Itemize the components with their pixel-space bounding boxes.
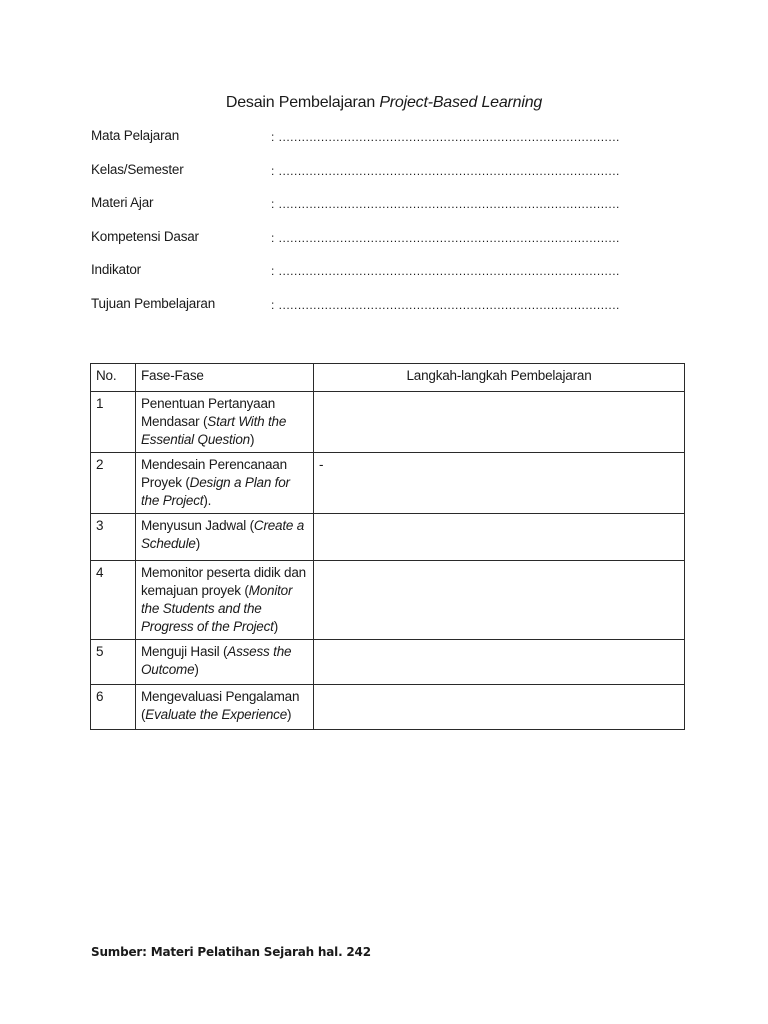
field-value: : ......................................................................................... [271,163,620,178]
field-label: Tujuan Pembelajaran [91,295,216,311]
field-label: Kompetensi Dasar [91,228,199,244]
header-langkah: Langkah-langkah Pembelajaran [314,364,685,392]
row-fase [136,561,314,640]
row-fase [136,685,314,730]
fase-text: Mengevaluasi Pengalaman ( [141,689,300,722]
title-italic: Project-Based Learning [379,94,543,111]
source-note: Sumber: Materi Pelatihan Sejarah hal. 242 [91,945,371,959]
field-value: : ......................................................................................... [271,297,620,312]
table-row [91,453,685,514]
field-label: Materi Ajar [91,195,154,210]
table-row [91,392,685,453]
field-label: Kelas/Semester [91,161,184,177]
row-no: 5 [91,640,136,685]
fase-text: Mendesain Perencanaan Proyek ( [141,457,287,490]
fase-italic: Create a Schedule [141,518,305,551]
row-no: 3 [91,514,136,561]
row-no: 1 [91,392,136,453]
row-langkah [314,514,685,561]
fase-text: Menguji Hasil ( [141,644,228,659]
field-row-mata-pelajaran [91,128,711,162]
field-row-materi-ajar [91,195,711,229]
fase-italic: Monitor the Students and the Progress of the Project [141,583,293,634]
row-fase [136,392,314,453]
row-no: 4 [91,561,136,640]
fase-italic: Assess the Outcome [141,644,292,677]
fase-text: Memonitor peserta didik dan kemajuan proyek ( [141,565,306,598]
field-value: : ......................................................................................... [271,230,620,245]
header-fase: Fase-Fase [136,364,314,392]
fase-text: Menyusun Jadwal ( [141,518,254,533]
field-value: : ......................................................................................... [271,197,620,211]
fase-end: ) [273,619,279,634]
row-fase [136,514,314,561]
row-langkah [314,640,685,685]
table-row [91,561,685,640]
row-langkah [314,561,685,640]
field-row-indikator [91,262,711,296]
row-no: 6 [91,685,136,730]
row-langkah [314,685,685,730]
row-fase [136,453,314,514]
fase-end: ) [194,662,199,677]
title-main: Desain Pembelajaran [225,94,380,111]
field-value: : ......................................................................................... [271,264,620,278]
form-fields [91,128,711,329]
fase-italic: Evaluate the Experience [145,707,288,722]
fase-italic: Design a Plan for the Project [141,475,290,508]
table-row [91,685,685,730]
table-header-row [91,364,685,392]
row-langkah [314,392,685,453]
fase-text: Penentuan Pertanyaan Mendasar ( [141,396,276,429]
document-title [0,94,768,112]
fase-end: ) [249,432,255,447]
field-label: Indikator [91,262,141,277]
field-row-kompetensi-dasar [91,229,711,263]
field-row-tujuan-pembelajaran [91,296,711,330]
table-row [91,640,685,685]
row-fase [136,640,314,685]
row-no: 2 [91,453,136,514]
row-langkah: - [314,453,685,514]
table-row [91,514,685,561]
field-label: Mata Pelajaran [91,128,180,143]
fase-end: ). [203,493,212,508]
fase-end: ) [195,536,200,551]
field-row-kelas-semester [91,162,711,196]
header-no: No. [91,364,136,392]
fase-end: ) [287,707,292,722]
fase-italic: Start With the Essential Question [141,414,287,447]
learning-steps-table [90,363,685,730]
field-value: : ......................................................................................... [271,130,620,144]
